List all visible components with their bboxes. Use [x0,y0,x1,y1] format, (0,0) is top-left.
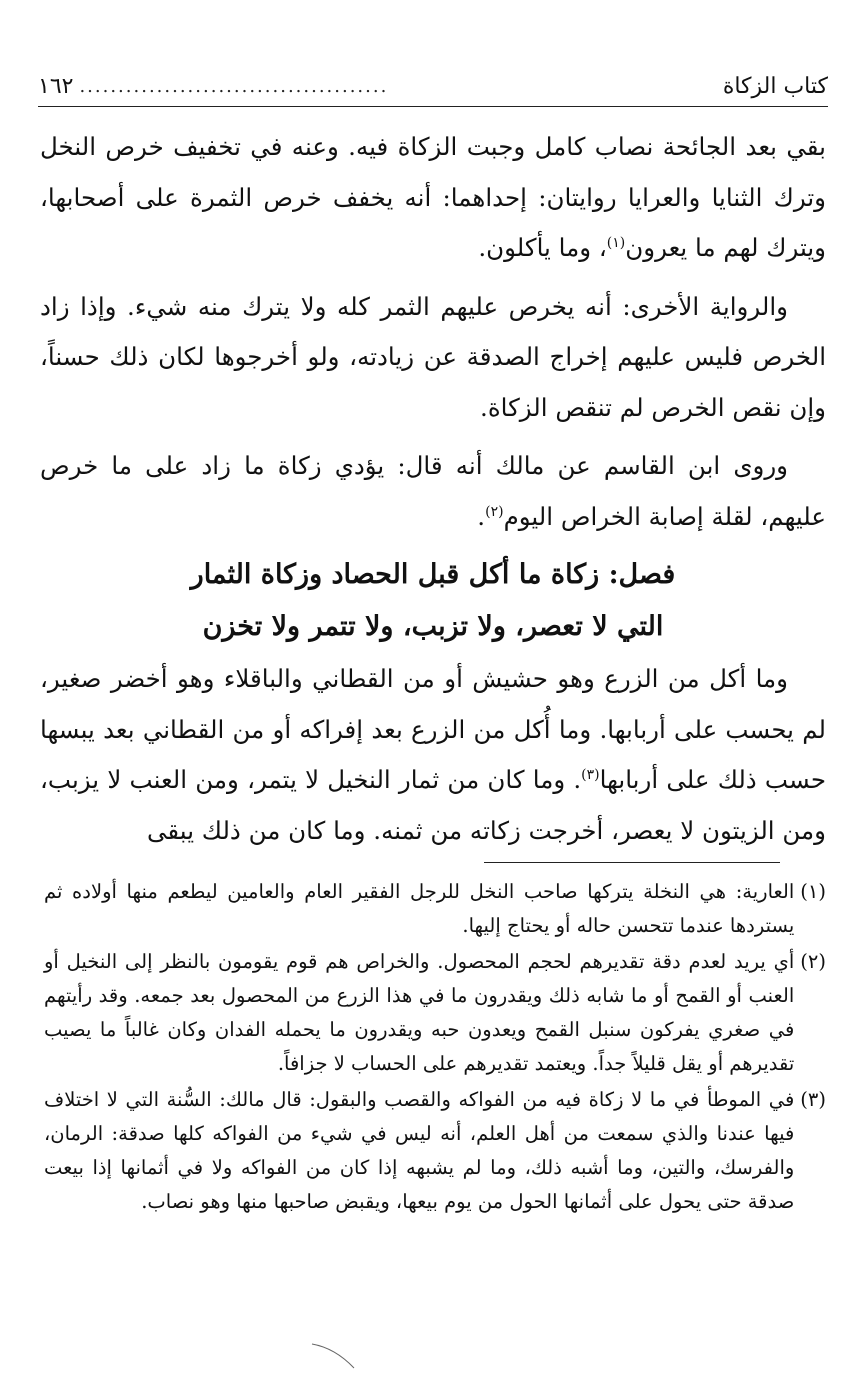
paragraph-4: وما أكل من الزرع وهو حشيش أو من القطاني والباقلاء وهو أخضر صغير، لم يحسب على أربابها. وما أُكل من الزرع بعد إفراكه أو من القطاني بعد يبسها حسب ذلك على أربابها$^{(٣)}$. وما كان من ثمار النخيل لا يتمر، ومن العنب لا يزبب، ومن الزيتون لا يعصر، أخرجت زكاته من ثمنه. وما كان من ذلك يبقى [40,664,826,845]
footnote-ref-1: (١) [606,234,626,251]
footnote-3 [44,1083,826,1219]
footnote-number: (١) [800,880,826,903]
footnote-2 [44,945,826,1081]
paragraph-1: بقي بعد الجائحة نصاب كامل وجبت الزكاة فيه. وعنه في تخفيف خرص النخل وترك الثنايا والعرايا روايتان: إحداهما: أنه يخفف خرص الثمرة على أصحابها، ويترك لهم ما يعرون$^{(١)}$، وما يأكلون. [40,132,826,262]
paragraph-3: وروى ابن القاسم عن مالك أنه قال: يؤدي زكاة ما زاد على ما خرص عليهم، لقلة إصابة الخراص اليوم$^{(٢)}$. [40,451,826,531]
footnote-text: العارية: هي النخلة يتركها صاحب النخل للرجل الفقير العام والعامين ليطعم منها أولاده ثم يستردها عندما تتحسن حاله أو يحتاج إليها. [44,880,795,937]
footnote-number: (٣) [800,1088,826,1111]
footnote-ref-3: (٣) [581,766,600,783]
book-title: كتاب الزكاة [722,73,828,99]
paragraph-2: والرواية الأخرى: أنه يخرص عليهم الثمر كله ولا يترك منه شيء. وإذا زاد الخرص فليس عليهم إخراج الصدقة عن زيادته، ولو أخرجوها لكان ذلك حسناً، وإن نقص الخرص لم تنقص الزكاة. [40,291,826,422]
footnote-ref-2: (٢) [485,503,504,520]
footnote-text: أي يريد لعدم دقة تقديرهم لحجم المحصول. والخراص هم قوم يقومون بالنظر إلى النخيل أو العنب أو القمح أو ما شابه ذلك ويقدرون ما في هذا الزرع من المحصول بعد جمعه. وقد رأيتهم في صغري يفركون سنبل القمح ويعدون حبه ويقدرون ما يحمله الفدان وكان غالباً ما يصيب تقديرهم أو يقل قليلاً جداً. ويعتمد تقديرهم على الحساب لا جزافاً. [44,950,795,1075]
footnotes [44,875,826,1221]
section-heading-line-2: التي لا تعصر، ولا تزبب، ولا تتمر ولا تخزن [202,611,664,642]
section-heading-line-1: فصل: زكاة ما أكل قبل الحصاد وزكاة الثمار [190,559,676,590]
main-text [40,122,826,864]
footnote-number: (٢) [800,950,826,973]
footnote-text: في الموطأ في ما لا زكاة فيه من الفواكه والقصب والبقول: قال مالك: السُّنة التي لا اختلاف فيها عندنا والذي سمعت من أهل العلم، أنه ليس في شيء من الفواكه كلها صدقة: الرمان، والفرسك، والتين، وما أشبه ذلك، وما لم يشبهه إذا كان من الفواكه ولا في أثمانها إذا بيعت صدقة حتى يحول على أثمانها الحول من يوم بيعها، ويقبض صاحبها منها وهو نصاب. [44,1088,795,1213]
footnote-separator [484,862,780,863]
footnote-1 [44,875,826,943]
running-header [38,66,828,107]
leader-dots: ........................................ [79,75,389,97]
page-number: ١٦٢ [38,73,74,99]
scan-stroke-mark [310,1340,360,1370]
